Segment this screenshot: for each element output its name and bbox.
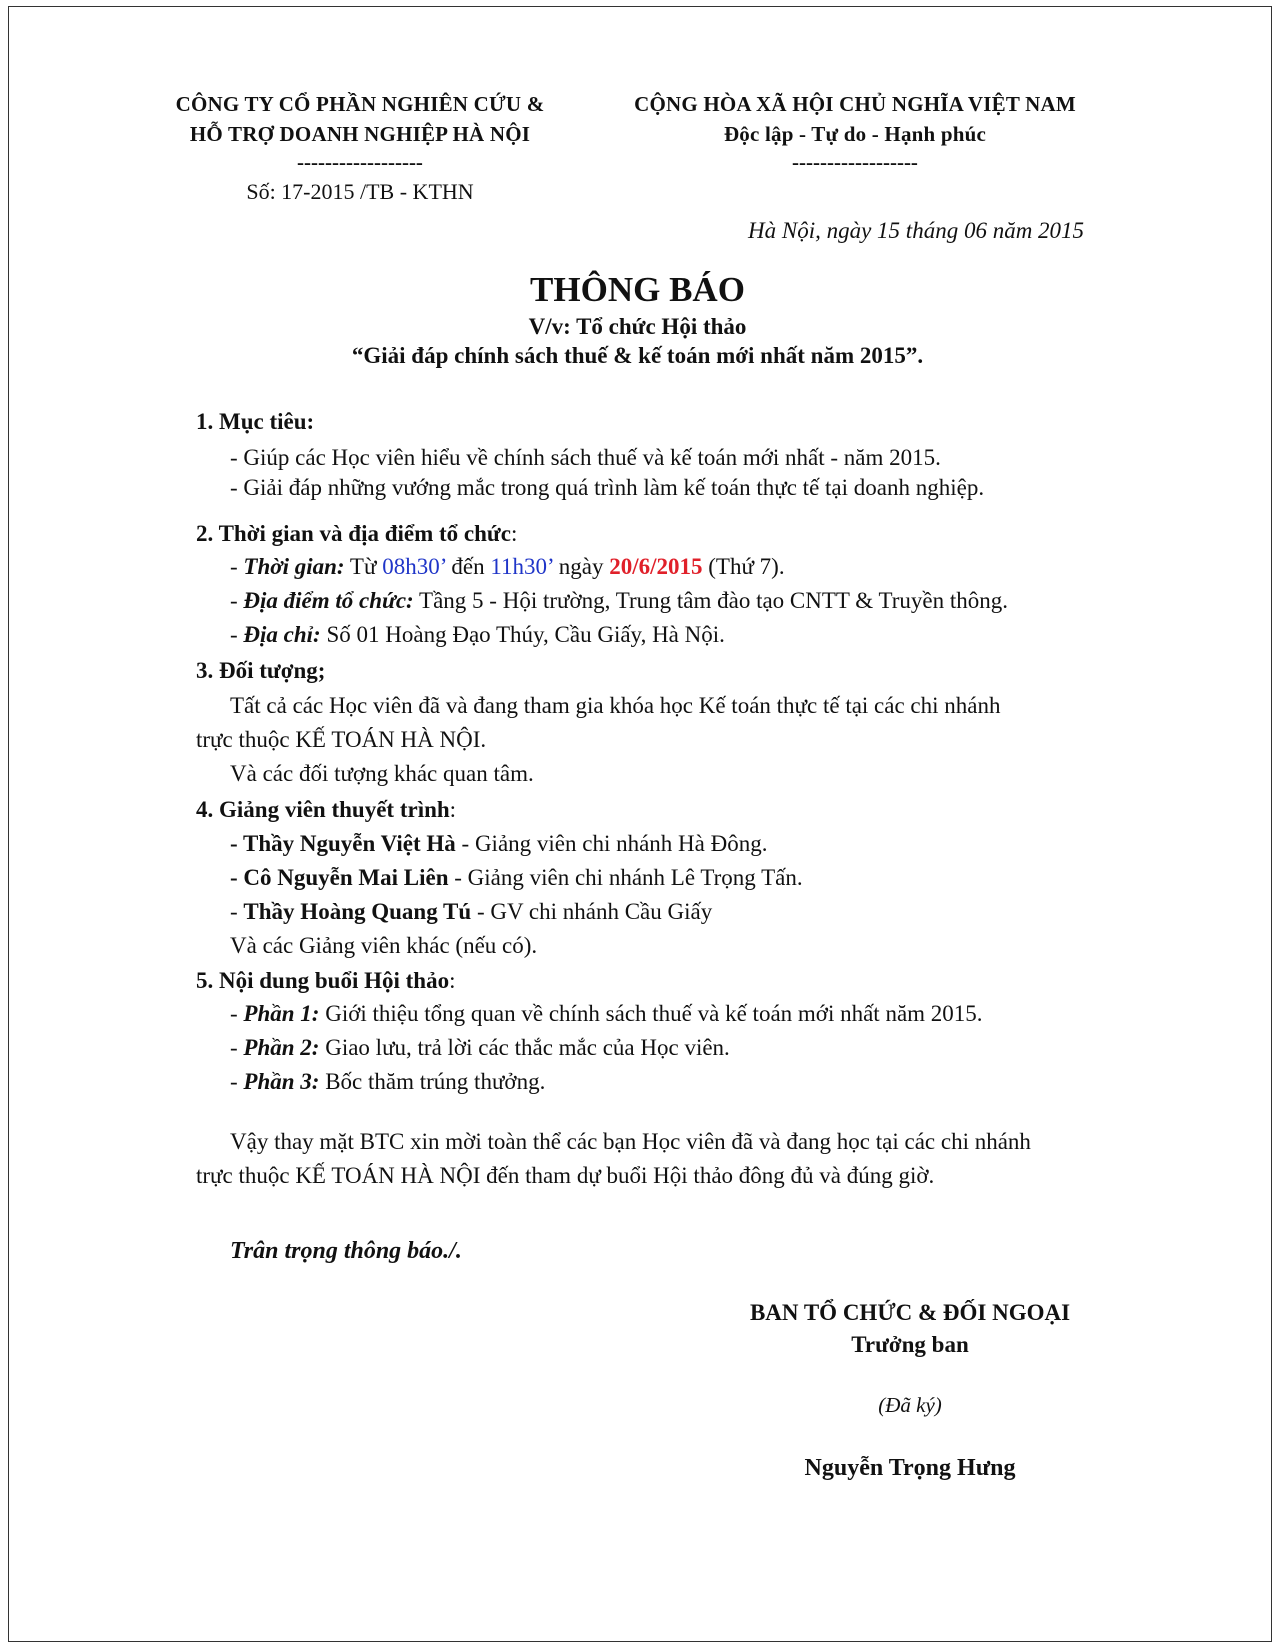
speaker-3-role: - GV chi nhánh Cầu Giấy — [471, 899, 713, 924]
speaker-1-name: - Thầy Nguyễn Việt Hà — [230, 831, 456, 856]
venue-label: Địa điểm tổ chức: — [243, 588, 414, 613]
section-3-heading: 3. Đối tượng; — [196, 658, 326, 683]
audience-line2: trực thuộc KẾ TOÁN HÀ NỘI. — [196, 727, 487, 752]
closing-regards: Trân trọng thông báo./. — [230, 1238, 462, 1264]
signer-name: Nguyễn Trọng Hưng — [804, 1455, 1016, 1481]
venue-text: Tầng 5 - Hội trường, Trung tâm đào tạo CNTT & Truyền thông. — [413, 588, 1009, 613]
address-dash: - — [230, 622, 244, 647]
speaker-3 — [230, 898, 712, 926]
section-2-heading — [196, 520, 517, 548]
closing-line2: trực thuộc KẾ TOÁN HÀ NỘI đến tham dự buổi Hội thảo đông đủ và đúng giờ. — [196, 1163, 935, 1188]
time-line — [230, 553, 785, 581]
time-start: 08h30’ — [382, 554, 446, 579]
section-4-heading — [196, 796, 456, 824]
speaker-1 — [230, 830, 767, 858]
national-motto: Độc lập - Tự do - Hạnh phúc — [723, 122, 987, 146]
company-rule: ------------------ — [297, 150, 423, 174]
speaker-2-role: - Giảng viên chi nhánh Lê Trọng Tấn. — [448, 865, 803, 890]
signer-position: Trưởng ban — [851, 1332, 969, 1357]
part-3-label: Phần 3: — [243, 1069, 320, 1094]
speaker-1-role: - Giảng viên chi nhánh Hà Đông. — [455, 831, 768, 856]
national-title: CỘNG HÒA XÃ HỘI CHỦ NGHĨA VIỆT NAM — [634, 92, 1076, 116]
place-and-date: Hà Nội, ngày 15 tháng 06 năm 2015 — [748, 218, 1085, 243]
time-from: Từ — [344, 554, 383, 579]
section-5-heading — [196, 967, 455, 995]
section-5-heading-colon: : — [449, 968, 456, 993]
section-5-heading-text: 5. Nội dung buổi Hội thảo — [196, 968, 450, 993]
agenda-part-2 — [230, 1034, 730, 1062]
speaker-3-prefix: - — [230, 899, 244, 924]
company-name-line2: HỖ TRỢ DOANH NGHIỆP HÀ NỘI — [189, 122, 531, 146]
time-label: Thời gian: — [243, 554, 345, 579]
time-dash: - — [230, 554, 244, 579]
section-4-heading-colon: : — [449, 797, 457, 822]
signed-note: (Đã ký) — [878, 1393, 942, 1417]
speaker-2-name: - Cô Nguyễn Mai Liên — [230, 865, 449, 890]
document-title: THÔNG BÁO — [530, 270, 745, 309]
national-rule: ------------------ — [792, 150, 918, 174]
time-end: 11h30’ — [490, 554, 553, 579]
section-2-heading-text: 2. Thời gian và địa điểm tổ chức — [196, 521, 511, 546]
signing-organization: BAN TỔ CHỨC & ĐỐI NGOẠI — [749, 1300, 1071, 1325]
address-line — [230, 621, 725, 649]
part-3-dash: - — [230, 1069, 244, 1094]
objective-item-2: - Giải đáp những vướng mắc trong quá trình làm kế toán thực tế tại doanh nghiệp. — [230, 475, 985, 500]
objective-item-1: - Giúp các Học viên hiểu về chính sách thuế và kế toán mới nhất - năm 2015. — [230, 445, 941, 470]
speaker-3-name: Thầy Hoàng Quang Tú — [243, 899, 472, 924]
agenda-part-1 — [230, 1000, 983, 1028]
document-number: Số: 17-2015 /TB - KTHN — [246, 179, 474, 204]
event-date: 20/6/2015 — [609, 554, 703, 579]
time-day: ngày — [552, 554, 610, 579]
part-1-label: Phần 1: — [243, 1001, 320, 1026]
audience-line1: Tất cả các Học viên đã và đang tham gia khóa học Kế toán thực tế tại các chi nhánh — [230, 693, 1001, 718]
seminar-topic: “Giải đáp chính sách thuế & kế toán mới nhất năm 2015”. — [351, 343, 924, 368]
closing-line1: Vậy thay mặt BTC xin mời toàn thể các bạn Học viên đã và đang học tại các chi nhánh — [230, 1129, 1031, 1154]
speaker-2 — [230, 864, 803, 892]
part-2-text: Giao lưu, trả lời các thắc mắc của Học viên. — [319, 1035, 730, 1060]
part-3-text: Bốc thăm trúng thưởng. — [319, 1069, 546, 1094]
event-weekday: (Thứ 7). — [702, 554, 785, 579]
document-subject: V/v: Tổ chức Hội thảo — [528, 314, 747, 339]
venue-dash: - — [230, 588, 244, 613]
part-1-text: Giới thiệu tổng quan về chính sách thuế và kế toán mới nhất năm 2015. — [319, 1001, 983, 1026]
speaker-others: Và các Giảng viên khác (nếu có). — [230, 933, 538, 958]
part-2-dash: - — [230, 1035, 244, 1060]
address-text: Số 01 Hoàng Đạo Thúy, Cầu Giấy, Hà Nội. — [320, 622, 725, 647]
address-label: Địa chỉ: — [243, 622, 321, 647]
part-2-label: Phần 2: — [243, 1035, 320, 1060]
venue-line — [230, 587, 1008, 615]
company-name-line1: CÔNG TY CỔ PHẦN NGHIÊN CỨU & — [175, 92, 545, 116]
agenda-part-3 — [230, 1068, 545, 1096]
time-to: đến — [445, 554, 491, 579]
section-4-heading-text: 4. Giảng viên thuyết trình — [196, 797, 450, 822]
audience-others: Và các đối tượng khác quan tâm. — [230, 761, 534, 786]
section-2-heading-colon: : — [510, 521, 518, 546]
part-1-dash: - — [230, 1001, 244, 1026]
section-1-heading: 1. Mục tiêu: — [196, 409, 315, 434]
